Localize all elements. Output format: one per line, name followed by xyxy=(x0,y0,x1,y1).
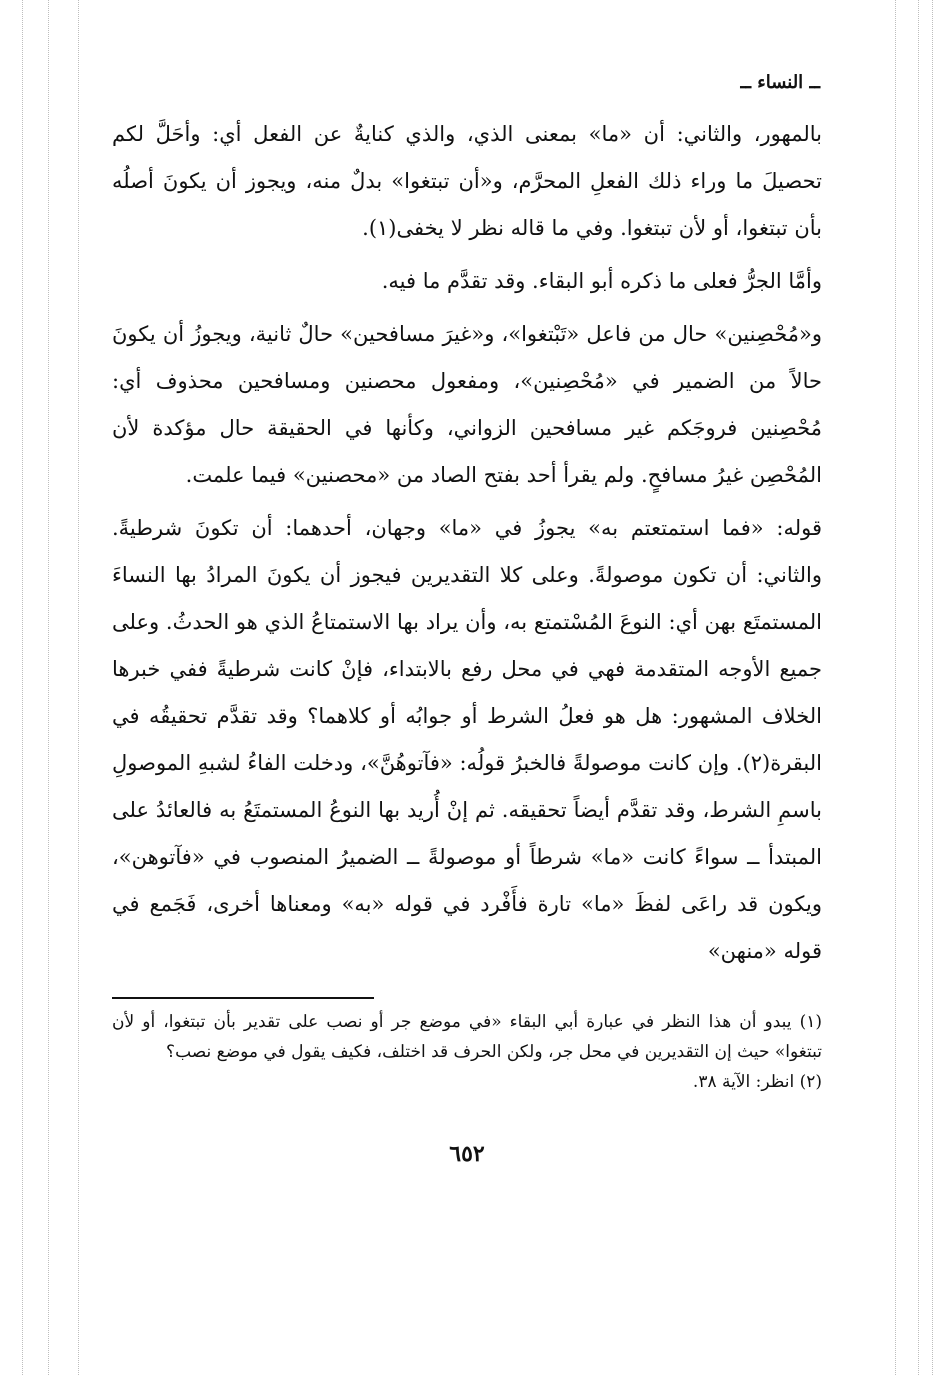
footnotes xyxy=(112,1007,822,1097)
scan-margin-line xyxy=(78,0,79,1375)
scan-margin-line xyxy=(918,0,919,1375)
scan-margin-line xyxy=(48,0,49,1375)
scan-margin-line xyxy=(22,0,23,1375)
scan-margin-line xyxy=(932,0,933,1375)
paragraph: و«مُحْصِنين» حال من فاعل «تَبْتغوا»، و«غيرَ مسافحين» حالٌ ثانية، ويجوزُ أن يكونَ حالاً من الضمير في «مُحْصِنين»، ومفعول محصنين ومسافحين محذوف أي: مُحْصِنين فروجَكم غير مسافحين الزواني، وكأنها في الحقيقة حال مؤكدة لأن المُحْصِن غيرُ مسافحٍ. ولم يقرأ أحد بفتح الصاد من «محصنين» فيما علمت. xyxy=(112,322,822,487)
document-page xyxy=(112,72,822,1167)
footnote-separator xyxy=(112,997,374,999)
footnote: (١) يبدو أن هذا النظر في عبارة أبي البقاء «في موضع جر أو نصب على تقدير بأن تبتغوا، أو لأن تبتغوا» حيث إن التقديرين في محل جر، ولكن الحرف قد اختلف، فكيف يقول في موضع نصب؟ xyxy=(112,1012,822,1062)
paragraph: قوله: «فما استمتعتم به» يجوزُ في «ما» وجهان، أحدهما: أن تكونَ شرطيةً. والثاني: أن تكون موصولةً. وعلى كلا التقديرين فيجوز أن يكونَ المرادُ بها النساءَ المستمتَع بهن أي: النوعَ المُسْتمتع به، وأن يراد بها الاستمتاعُ الذي هو الحدثُ. وعلى جميع الأوجه المتقدمة فهي في محل رفع بالابتداء، فإنْ كانت شرطيةً ففي خبرها الخلاف المشهور: هل هو فعلُ الشرط أو جوابُه أو كلاهما؟ وقد تقدَّم تحقيقُه في البقرة(٢). وإن كانت موصولةً فالخبرُ قولُه: «فآتوهُنَّ»، ودخلت الفاءُ لشبهِ الموصولِ باسمِ الشرط، وقد تقدَّم أيضاً تحقيقه. ثم إنْ أُريد بها النوعُ المستمتَعُ به فالعائدُ على المبتدأ ــ سواءً كانت «ما» شرطاً أو موصولةً ــ الضميرُ المنصوب في «فآتوهن»، ويكون قد راعَى لفظَ «ما» تارة فأَفْرد في قوله «به» ومعناها أخرى، فَجَمع في قوله «منهن» xyxy=(112,516,822,963)
footnote: (٢) انظر: الآية ٣٨. xyxy=(692,1072,822,1092)
page-number: ٦٥٢ xyxy=(449,1141,485,1167)
paragraph: وأمَّا الجرُّ فعلى ما ذكره أبو البقاء. وقد تقدَّم ما فيه. xyxy=(381,269,822,293)
paragraph: بالمهور، والثاني: أن «ما» بمعنى الذي، والذي كنايةٌ عن الفعل أي: وأحَلَّ لكم تحصيلَ ما وراء ذلك الفعلِ المحرَّم، و«أن تبتغوا» بدلٌ منه، ويجوز أن يكونَ أصلُه بأن تبتغوا، أو لأن تبتغوا. وفي ما قاله نظر لا يخفى(١). xyxy=(112,122,822,240)
scan-margin-line xyxy=(895,0,896,1375)
body-text xyxy=(112,111,822,975)
running-head: ــ النساء ــ xyxy=(740,72,820,93)
